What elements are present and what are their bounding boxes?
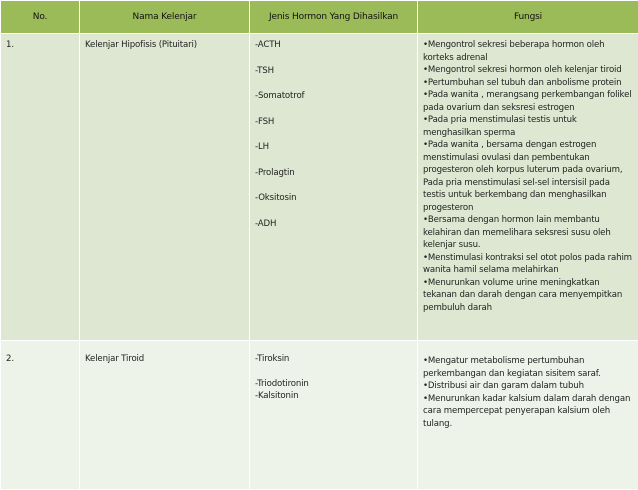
function-item: •Mengontrol sekresi beberapa hormon oleh korteks adrenal [423, 39, 634, 64]
function-item: •Pada wanita , bersama dengan estrogen menstimulasi ovulasi dan pembentukan progesteron oleh korpus luterum pada ovarium, Pada pria menstimulasi sel-sel intersisil pada testis untuk berkembang dan menghasilkan progesteron [423, 139, 634, 214]
function-item: •Pertumbuhan sel tubuh dan anbolisme protein [423, 77, 634, 90]
hormone-item: -Tiroksin [255, 353, 413, 366]
table-row [1, 34, 638, 341]
function-item: •Pada wanita , merangsang perkembangan folikel pada ovarium dan seksresi estrogen [423, 89, 634, 114]
hormone-item: -LH [255, 141, 413, 154]
header-jenis-hormon: Jenis Hormon Yang Dihasilkan [250, 1, 418, 34]
row-number: 1. [1, 34, 80, 341]
table-header-row [1, 1, 638, 34]
function-item: •Mengontrol sekresi hormon oleh kelenjar tiroid [423, 64, 634, 77]
hormone-item: -Oksitosin [255, 192, 413, 205]
hormone-item: -FSH [255, 116, 413, 129]
hormone-item: -ADH [255, 218, 413, 231]
header-fungsi: Fungsi [418, 1, 638, 34]
hormone-item: -TSH [255, 65, 413, 78]
hormone-item: -Prolagtin [255, 167, 413, 180]
function-list [418, 34, 638, 341]
header-nama-kelenjar: Nama Kelenjar [80, 1, 250, 34]
hormone-list [250, 34, 418, 341]
row-number: 2. [1, 341, 80, 490]
function-item: •Mengatur metabolisme pertumbuhan perkembangan dan kegiatan sisitem saraf. [423, 355, 634, 380]
hormone-item: -Kalsitonin [255, 390, 413, 403]
gland-name: Kelenjar Hipofisis (Pituitari) [80, 34, 250, 341]
hormone-item: -Triodotironin [255, 378, 413, 391]
function-item: •Pada pria menstimulasi testis untuk menghasilkan sperma [423, 114, 634, 139]
hormone-list [250, 341, 418, 490]
function-item: •Menurunkan volume urine meningkatkan tekanan dan darah dengan cara menyempitkan pembuluh darah [423, 277, 634, 315]
function-item: •Menurunkan kadar kalsium dalam darah dengan cara mempercepat penyerapan kalsium oleh tulang. [423, 393, 634, 431]
function-item: •Menstimulasi kontraksi sel otot polos pada rahim wanita hamil selama melahirkan [423, 252, 634, 277]
function-item: •Bersama dengan hormon lain membantu kelahiran dan memelihara seksresi susu oleh kelenjar susu. [423, 214, 634, 252]
function-item: •Distribusi air dan garam dalam tubuh [423, 380, 634, 393]
hormone-item: -ACTH [255, 39, 413, 52]
header-no: No. [1, 1, 80, 34]
function-list [418, 341, 638, 490]
hormone-item: -Somatotrof [255, 90, 413, 103]
gland-name: Kelenjar Tiroid [80, 341, 250, 490]
table-row [1, 341, 638, 490]
